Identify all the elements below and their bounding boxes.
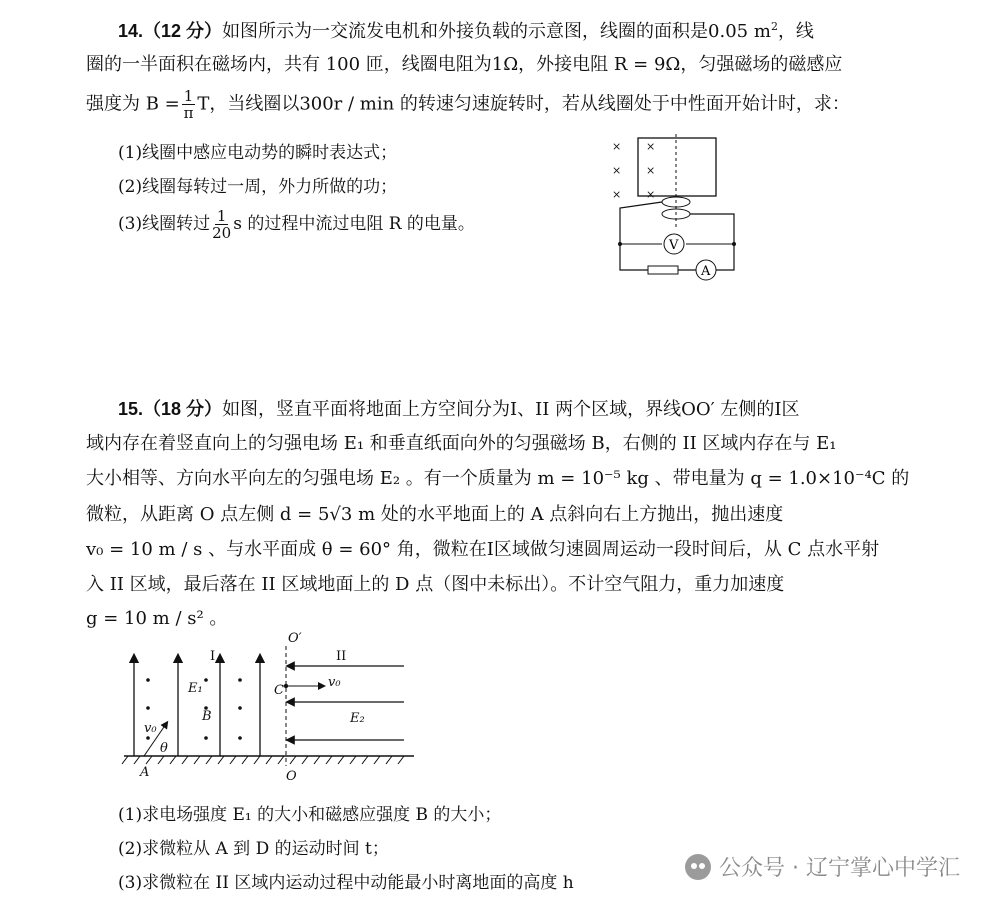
- q14-frac-den: π: [183, 104, 194, 122]
- q15-number: 15.: [118, 399, 144, 419]
- label-region1: I: [210, 649, 216, 664]
- q14-text-1: 如图所示为一交流发电机和外接负载的示意图，线圈的面积是0.05 m: [222, 21, 771, 42]
- q14-line3-b: T，当线圈以300r / min 的转速匀速旋转时，若从线圈处于中性面开始计时，求：: [197, 93, 850, 115]
- ground-hatch: [122, 756, 404, 764]
- q15-line5: v₀ = 10 m / s 、与水平面成 θ = 60° 角，微粒在Ⅰ区域做匀速圆周运动一段时间后，从 C 点水平射: [86, 539, 880, 560]
- e2-field-lines: [290, 666, 404, 740]
- label-o: O: [286, 769, 297, 784]
- q14-sup: 2: [770, 20, 778, 33]
- q14-sub3-a: (3)线圈转过: [118, 214, 211, 234]
- junction-dot: [732, 242, 736, 246]
- generator-circuit-figure: [600, 130, 750, 290]
- q14-score: （12 分）: [143, 21, 223, 41]
- watermark-text: 公众号 · 辽宁掌心中学汇: [719, 856, 960, 881]
- q14-sub3-b: s 的过程中流过电阻 R 的电量。: [233, 214, 475, 234]
- q15-sub2: (2)求微粒从 A 到 D 的运动时间 t；: [118, 839, 389, 859]
- field-region-figure: [118, 628, 418, 786]
- junction-dot: [618, 242, 622, 246]
- q15-score: （18 分）: [143, 399, 223, 419]
- q15-line6: 入 II 区域，最后落在 II 区域地面上的 D 点（图中未标出）。不计空气阻力，重力加速度: [86, 574, 785, 595]
- q14-sub1: (1)线圈中感应电动势的瞬时表达式；: [118, 143, 398, 163]
- label-a: A: [140, 765, 150, 780]
- q14-sub3: [118, 208, 475, 241]
- watermark: [685, 851, 960, 882]
- q15-text-1: 如图，竖直平面将地面上方空间分为Ⅰ、II 两个区域，界线OO′ 左侧的Ⅰ区: [222, 399, 800, 420]
- q15-line2: 域内存在着竖直向上的匀强电场 E₁ 和垂直纸面向外的匀强磁场 B，右侧的 II 区域内存在与 E₁: [86, 433, 837, 454]
- label-o-prime: O′: [288, 631, 302, 646]
- q15-line3: 大小相等、方向水平向左的匀强电场 E₂ 。有一个质量为 m = 10⁻⁵ kg 、带电量为 q = 1.0×10⁻⁴C 的: [86, 468, 910, 489]
- field-cross: ×: [646, 164, 656, 177]
- q14-number: 14.: [118, 21, 144, 41]
- label-theta: θ: [160, 741, 168, 756]
- label-e1: E₁: [188, 681, 203, 696]
- field-cross: ×: [646, 140, 656, 153]
- q15-line1: [118, 396, 800, 423]
- label-v0-c: v₀: [328, 675, 341, 690]
- field-cross: ×: [612, 188, 622, 201]
- q14-sub3-frac-num: 1: [216, 207, 227, 225]
- wire-left: [620, 202, 698, 270]
- q15-line7: g = 10 m / s² 。: [86, 608, 228, 629]
- resistor-r: [648, 266, 678, 274]
- q14-line3: [86, 88, 850, 121]
- label-b: B: [202, 709, 212, 724]
- field-cross: ×: [612, 140, 622, 153]
- label-v0-a: v₀: [144, 721, 157, 736]
- q14-line3-a: 强度为 B =: [86, 93, 180, 115]
- voltmeter-label: V: [669, 238, 679, 253]
- q15-sub1: (1)求电场强度 E₁ 的大小和磁感应强度 B 的大小；: [118, 805, 502, 825]
- q14-sub3-frac-den: 20: [212, 224, 232, 242]
- label-e2: E₂: [350, 711, 365, 726]
- label-region2: II: [336, 649, 347, 664]
- q14-sub3-fraction: [212, 208, 231, 241]
- q14-text-1-tail: ，线: [777, 21, 814, 42]
- field-cross: ×: [612, 164, 622, 177]
- ammeter-label: A: [701, 264, 711, 279]
- q15-line4: 微粒，从距离 O 点左侧 d = 5√3 m 处的水平地面上的 A 点斜向右上方抛出，抛出速度: [86, 504, 784, 525]
- q14-fraction: [182, 88, 196, 121]
- q15-sub3: (3)求微粒在 II 区域内运动过程中动能最小时离地面的高度 h: [118, 873, 574, 893]
- q14-line2: 圈的一半面积在磁场内，共有 100 匝，线圈电阻为1Ω，外接电阻 R = 9Ω，匀强磁场的磁感应: [86, 54, 843, 75]
- point-c: [284, 684, 288, 688]
- wechat-icon: [685, 854, 711, 880]
- field-cross: ×: [646, 188, 656, 201]
- q14-frac-num: 1: [183, 87, 194, 105]
- label-c: C: [274, 683, 284, 698]
- q14-line1: [118, 14, 814, 45]
- q14-sub2: (2)线圈每转过一周，外力所做的功；: [118, 177, 398, 197]
